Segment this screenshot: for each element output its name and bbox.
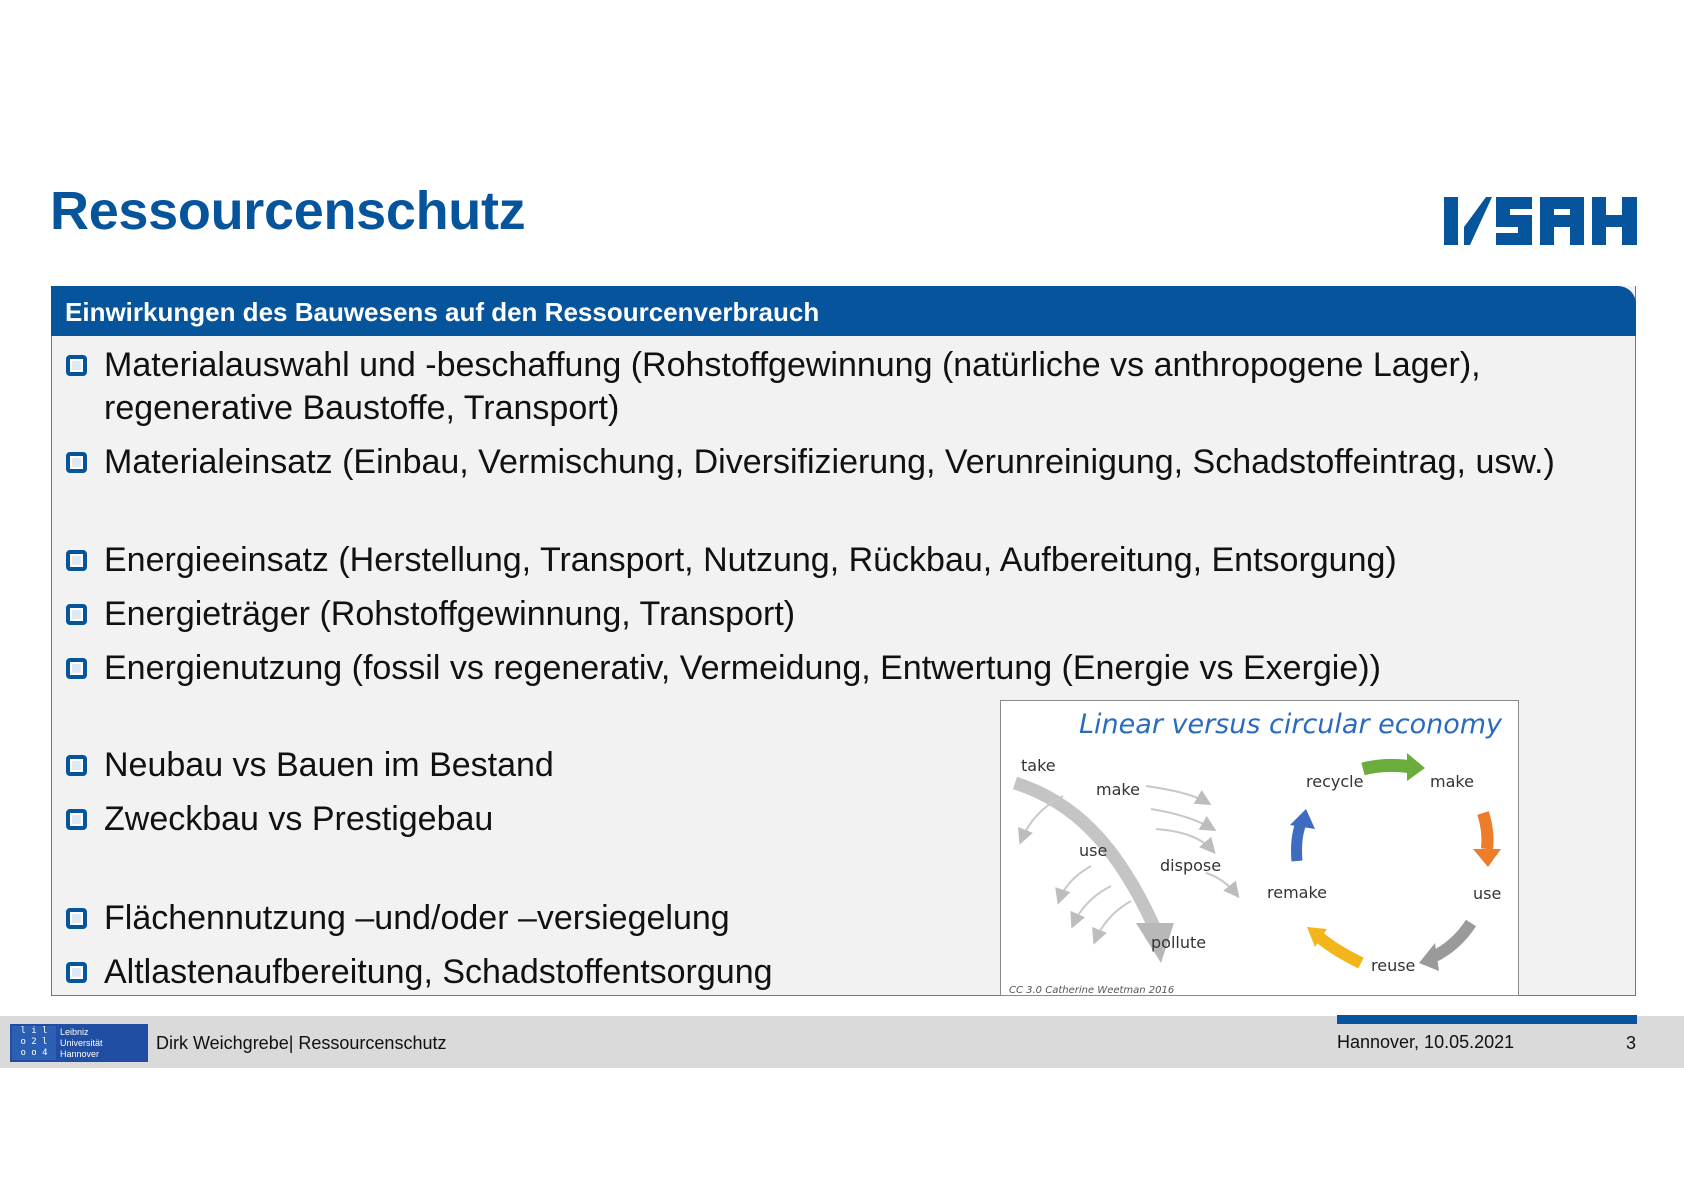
- footer-place-date: Hannover, 10.05.2021: [1337, 1032, 1515, 1052]
- bullet-icon: [66, 658, 87, 679]
- bullet-icon: [66, 452, 87, 473]
- bullet-icon: [66, 604, 87, 625]
- slide-title: Ressourcenschutz: [50, 181, 526, 241]
- arrow-remake-recycle: [1297, 823, 1302, 861]
- arrow-recycle-make: [1363, 765, 1411, 769]
- label-pollute: pollute: [1151, 933, 1207, 952]
- bullet-item: [64, 897, 964, 940]
- arrow-make-use: [1483, 813, 1488, 849]
- bullet-text: Energieeinsatz (Herstellung, Transport, Nutzung, Rückbau, Aufbereitung, Entsorgung): [104, 541, 1397, 579]
- bullet-text: Materialauswahl und -beschaffung (Rohstoffgewinnung (natürliche vs anthropogene Lager), regenerative Baustoffe, Transport): [104, 346, 1481, 427]
- label-reuse: reuse: [1371, 956, 1416, 975]
- bullet-text: Flächennutzung –und/oder –versiegelung: [104, 899, 730, 937]
- label-use: use: [1079, 841, 1108, 860]
- bullet-icon: [66, 809, 87, 830]
- bullet-text: Altlastenaufbereitung, Schadstoffentsorgung: [104, 953, 773, 991]
- bullet-item: [64, 344, 1594, 430]
- university-logo: [10, 1024, 148, 1062]
- isah-logo: [1444, 197, 1637, 245]
- bullet-item: [64, 744, 964, 787]
- bullet-text: Materialeinsatz (Einbau, Vermischung, Diversifizierung, Verunreinigung, Schadstoffeintrag, usw.): [104, 443, 1555, 481]
- arrow-reuse-remake: [1319, 937, 1361, 963]
- label-make-circular: make: [1430, 772, 1474, 791]
- bullet-icon: [66, 550, 87, 571]
- label-remake: remake: [1267, 883, 1327, 902]
- bullet-text: Energieträger (Rohstoffgewinnung, Transport): [104, 595, 796, 633]
- bullet-item: [64, 593, 1594, 636]
- economy-diagram: [1000, 700, 1519, 996]
- label-make: make: [1096, 780, 1140, 799]
- bullet-text: Energienutzung (fossil vs regenerativ, Vermeidung, Entwertung (Energie vs Exergie)): [104, 649, 1381, 687]
- label-take: take: [1021, 756, 1056, 775]
- panel-header: [51, 286, 1636, 336]
- bullet-icon: [66, 962, 87, 983]
- bullet-icon: [66, 355, 87, 376]
- label-dispose: dispose: [1160, 856, 1222, 875]
- university-name-line: Leibniz: [60, 1027, 89, 1037]
- university-logo-icon: l i l o 2 l o o 4: [12, 1026, 56, 1060]
- university-name-line: Universität: [60, 1038, 103, 1048]
- panel-header-text: Einwirkungen des Bauwesens auf den Ressourcenverbrauch: [65, 297, 820, 327]
- label-recycle: recycle: [1306, 772, 1364, 791]
- arrow-use-reuse: [1433, 923, 1471, 957]
- label-use-circular: use: [1473, 884, 1502, 903]
- bullet-item: [64, 441, 1594, 484]
- footer-accent-line: [1337, 1015, 1637, 1024]
- bullet-item: [64, 798, 964, 841]
- bullet-item: [64, 647, 1594, 690]
- diagram-title: Linear versus circular economy: [1079, 709, 1503, 740]
- footer-author-topic: Dirk Weichgrebe| Ressourcenschutz: [156, 1033, 447, 1053]
- bullet-text: Neubau vs Bauen im Bestand: [104, 746, 554, 784]
- bullet-icon: [66, 755, 87, 776]
- bullet-item: [64, 539, 1594, 582]
- bullet-text: Zweckbau vs Prestigebau: [104, 800, 494, 838]
- university-name-line: Hannover: [60, 1049, 100, 1059]
- bullet-icon: [66, 908, 87, 929]
- diagram-credit: CC 3.0 Catherine Weetman 2016: [1009, 985, 1175, 996]
- page-number: 3: [1626, 1033, 1637, 1053]
- bullet-item: [64, 951, 964, 994]
